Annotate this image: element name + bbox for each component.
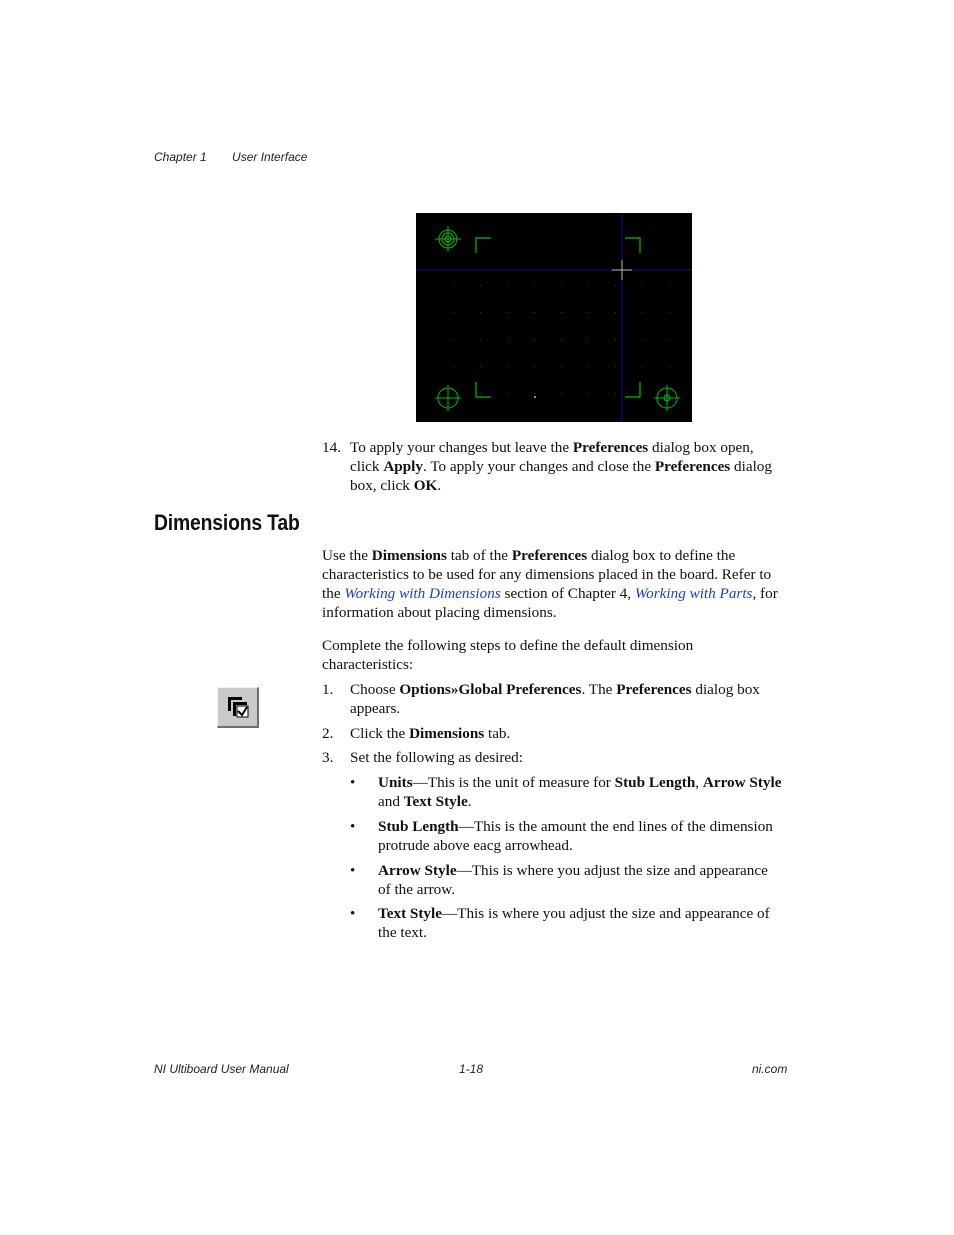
grid-dot xyxy=(534,285,535,286)
section-heading: Dimensions Tab xyxy=(154,510,300,535)
grid-dot xyxy=(588,285,589,286)
grid-dot xyxy=(480,366,481,367)
grid-dot xyxy=(615,366,616,367)
grid-dot xyxy=(561,366,562,367)
grid-dot xyxy=(480,285,481,286)
grid-dot xyxy=(453,285,454,286)
running-header xyxy=(154,150,329,164)
grid-dot xyxy=(615,312,616,313)
section-label: User Interface xyxy=(232,150,308,164)
grid-dot xyxy=(480,393,481,394)
grid-dot xyxy=(453,312,454,313)
grid-dot xyxy=(642,339,643,340)
grid-dot xyxy=(615,285,616,286)
grid-dot xyxy=(507,312,508,313)
grid-dot xyxy=(561,285,562,286)
grid-dot xyxy=(453,393,454,394)
global-preferences-icon xyxy=(218,688,258,726)
corner-bracket xyxy=(476,238,491,253)
intro-paragraph: Use the Dimensions tab of the Preferences dialog box to define the characteristics to be used for any dimensions placed in the board. Refer to the Working with Dimensions section of Chapter 4, Working with Parts, for information about placing dimensions. xyxy=(322,547,778,621)
grid-dot xyxy=(669,393,670,394)
grid-dot xyxy=(669,339,670,340)
lead-paragraph: Complete the following steps to define the default dimension characteristics: xyxy=(322,637,694,673)
step-number: 14. xyxy=(322,439,341,456)
board-screenshot xyxy=(416,213,692,422)
grid-dot xyxy=(615,393,616,394)
grid-dot xyxy=(534,366,535,367)
working-with-parts-link[interactable]: Working with Parts xyxy=(634,585,753,602)
grid-dot xyxy=(534,312,535,313)
footer-manual-title: NI Ultiboard User Manual xyxy=(154,1062,289,1076)
grid-dot xyxy=(588,312,589,313)
grid-dot xyxy=(507,339,508,340)
grid-dot xyxy=(561,312,562,313)
corner-bracket xyxy=(476,382,491,397)
corner-bracket xyxy=(625,382,640,397)
footer-page-number: 1-18 xyxy=(459,1062,484,1076)
global-preferences-button[interactable] xyxy=(217,687,259,728)
grid-dot xyxy=(642,393,643,394)
grid-dot xyxy=(669,312,670,313)
grid-dot xyxy=(642,285,643,286)
board-marker xyxy=(534,396,536,398)
grid-dot xyxy=(453,339,454,340)
grid-dot xyxy=(507,393,508,394)
corner-bracket xyxy=(625,238,640,253)
grid-dot xyxy=(588,393,589,394)
grid-dot xyxy=(642,312,643,313)
grid-dot xyxy=(561,339,562,340)
grid-dot xyxy=(642,366,643,367)
grid-dot xyxy=(534,339,535,340)
grid-dot xyxy=(453,366,454,367)
chapter-label: Chapter 1 xyxy=(154,150,207,164)
grid-dot xyxy=(507,285,508,286)
working-with-dimensions-link[interactable]: Working with Dimensions xyxy=(344,585,501,602)
grid-dot xyxy=(534,393,535,394)
grid-dot xyxy=(669,366,670,367)
board-canvas xyxy=(416,213,692,422)
grid-dot xyxy=(588,366,589,367)
grid-dot xyxy=(507,366,508,367)
grid-dot xyxy=(480,312,481,313)
grid-dot xyxy=(615,339,616,340)
grid-dot xyxy=(669,285,670,286)
grid-dot xyxy=(561,393,562,394)
grid-dot xyxy=(588,339,589,340)
grid-dot xyxy=(480,339,481,340)
footer-website: ni.com xyxy=(752,1062,788,1076)
step-text: To apply your changes but leave the Preferences dialog box open, click Apply. To apply your changes and close the Preferences dialog box, click OK. xyxy=(350,439,772,494)
